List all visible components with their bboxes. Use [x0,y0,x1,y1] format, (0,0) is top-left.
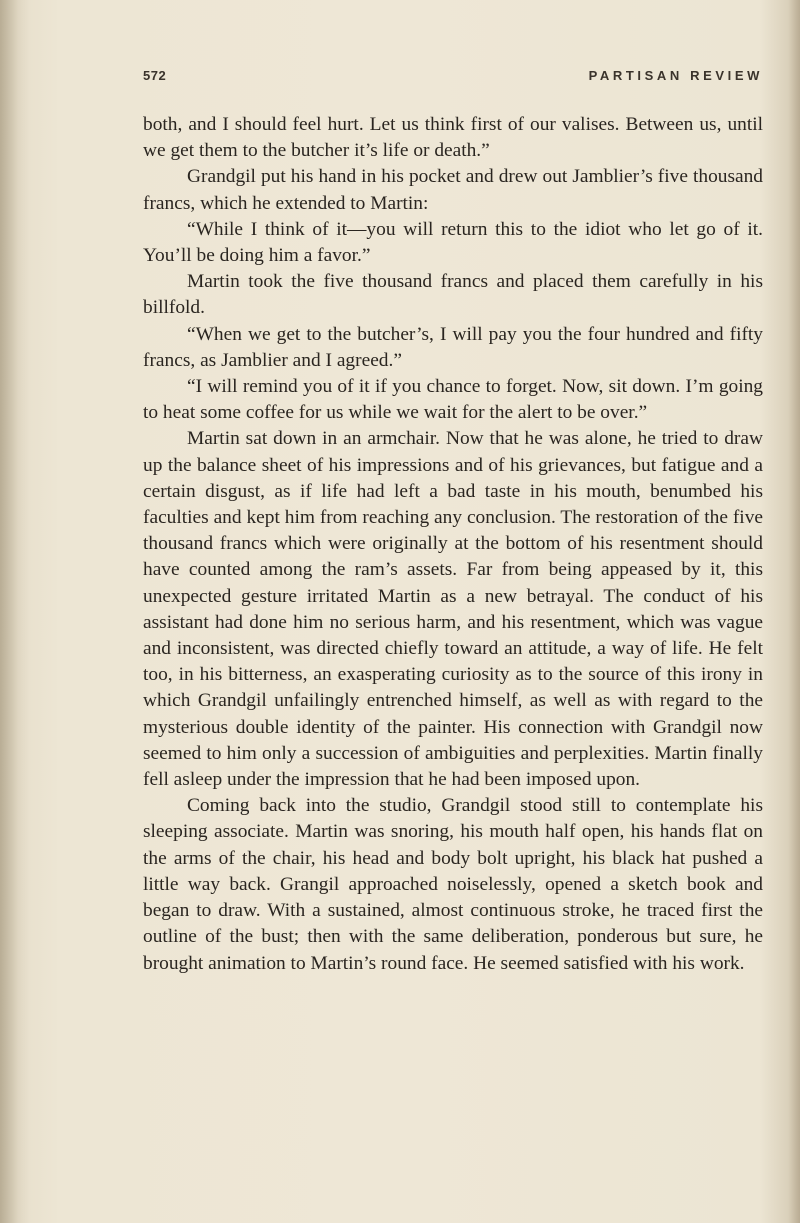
spine-shadow [0,0,30,1223]
paragraph: Grandgil put his hand in his pocket and drew out Jamblier’s five thousand francs, which he extended to Martin: [143,166,763,214]
paragraph: “I will remind you of it if you chance to forget. Now, sit down. I’m going to heat some coffee for us while we wait for the alert to be over.” [143,376,763,424]
page-number: 572 [143,68,167,83]
paragraph: Coming back into the studio, Grandgil stood still to contemplate his sleeping associate. Martin was snoring, his mouth half open, his hands flat on the arms of the chair, his head and body bolt upright, his black hat pushed a little way back. Grangil approached noiselessly, opened a sketch book and began to draw. With a sustained, almost continuous stroke, he traced first the outline of the bust; then with the same deliberation, ponderous but sure, he brought animation to Martin’s round face. He seemed satisfied with his work. [143,795,763,974]
paragraph: Martin sat down in an armchair. Now that he was alone, he tried to draw up the balance sheet of his impressions and of his grievances, but fatigue and a certain disgust, as if life had left a bad taste in his mouth, benumbed his faculties and kept him from reaching any conclusion. The restoration of the five thousand francs which were originally at the bottom of his resentment should have counted among the ram’s assets. Far from being appeased by it, this unexpected gesture irritated Martin as a new betrayal. The conduct of his assistant had done him no serious harm, and his resentment, which was vague and inconsistent, was directed chiefly toward an attitude, a way of life. He felt too, in his bitterness, an exasperating curiosity as to the source of this irony in which Grandgil unfailingly entrenched himself, as well as with regard to the mysterious double identity of the painter. His connection with Grandgil now seemed to him only a succession of ambiguities and perplexities. Martin finally fell asleep under the impression that he had been imposed upon. [143,428,763,791]
body-text [143,112,763,977]
paragraph: “While I think of it—you will return this to the idiot who let go of it. You’ll be doing him a favor.” [143,218,763,267]
running-head: PARTISAN REVIEW [588,68,763,83]
paragraph: “When we get to the butcher’s, I will pay you the four hundred and fifty francs, as Jamblier and I agreed.” [143,323,763,371]
page-edge-shadow [788,0,800,1223]
paragraph: Martin took the five thousand francs and placed them carefully in his billfold. [143,271,763,319]
page-header [143,68,763,88]
paragraph-continuation: both, and I should feel hurt. Let us think first of our valises. Between us, until we get them to the butcher it’s life or death.” [143,114,763,162]
